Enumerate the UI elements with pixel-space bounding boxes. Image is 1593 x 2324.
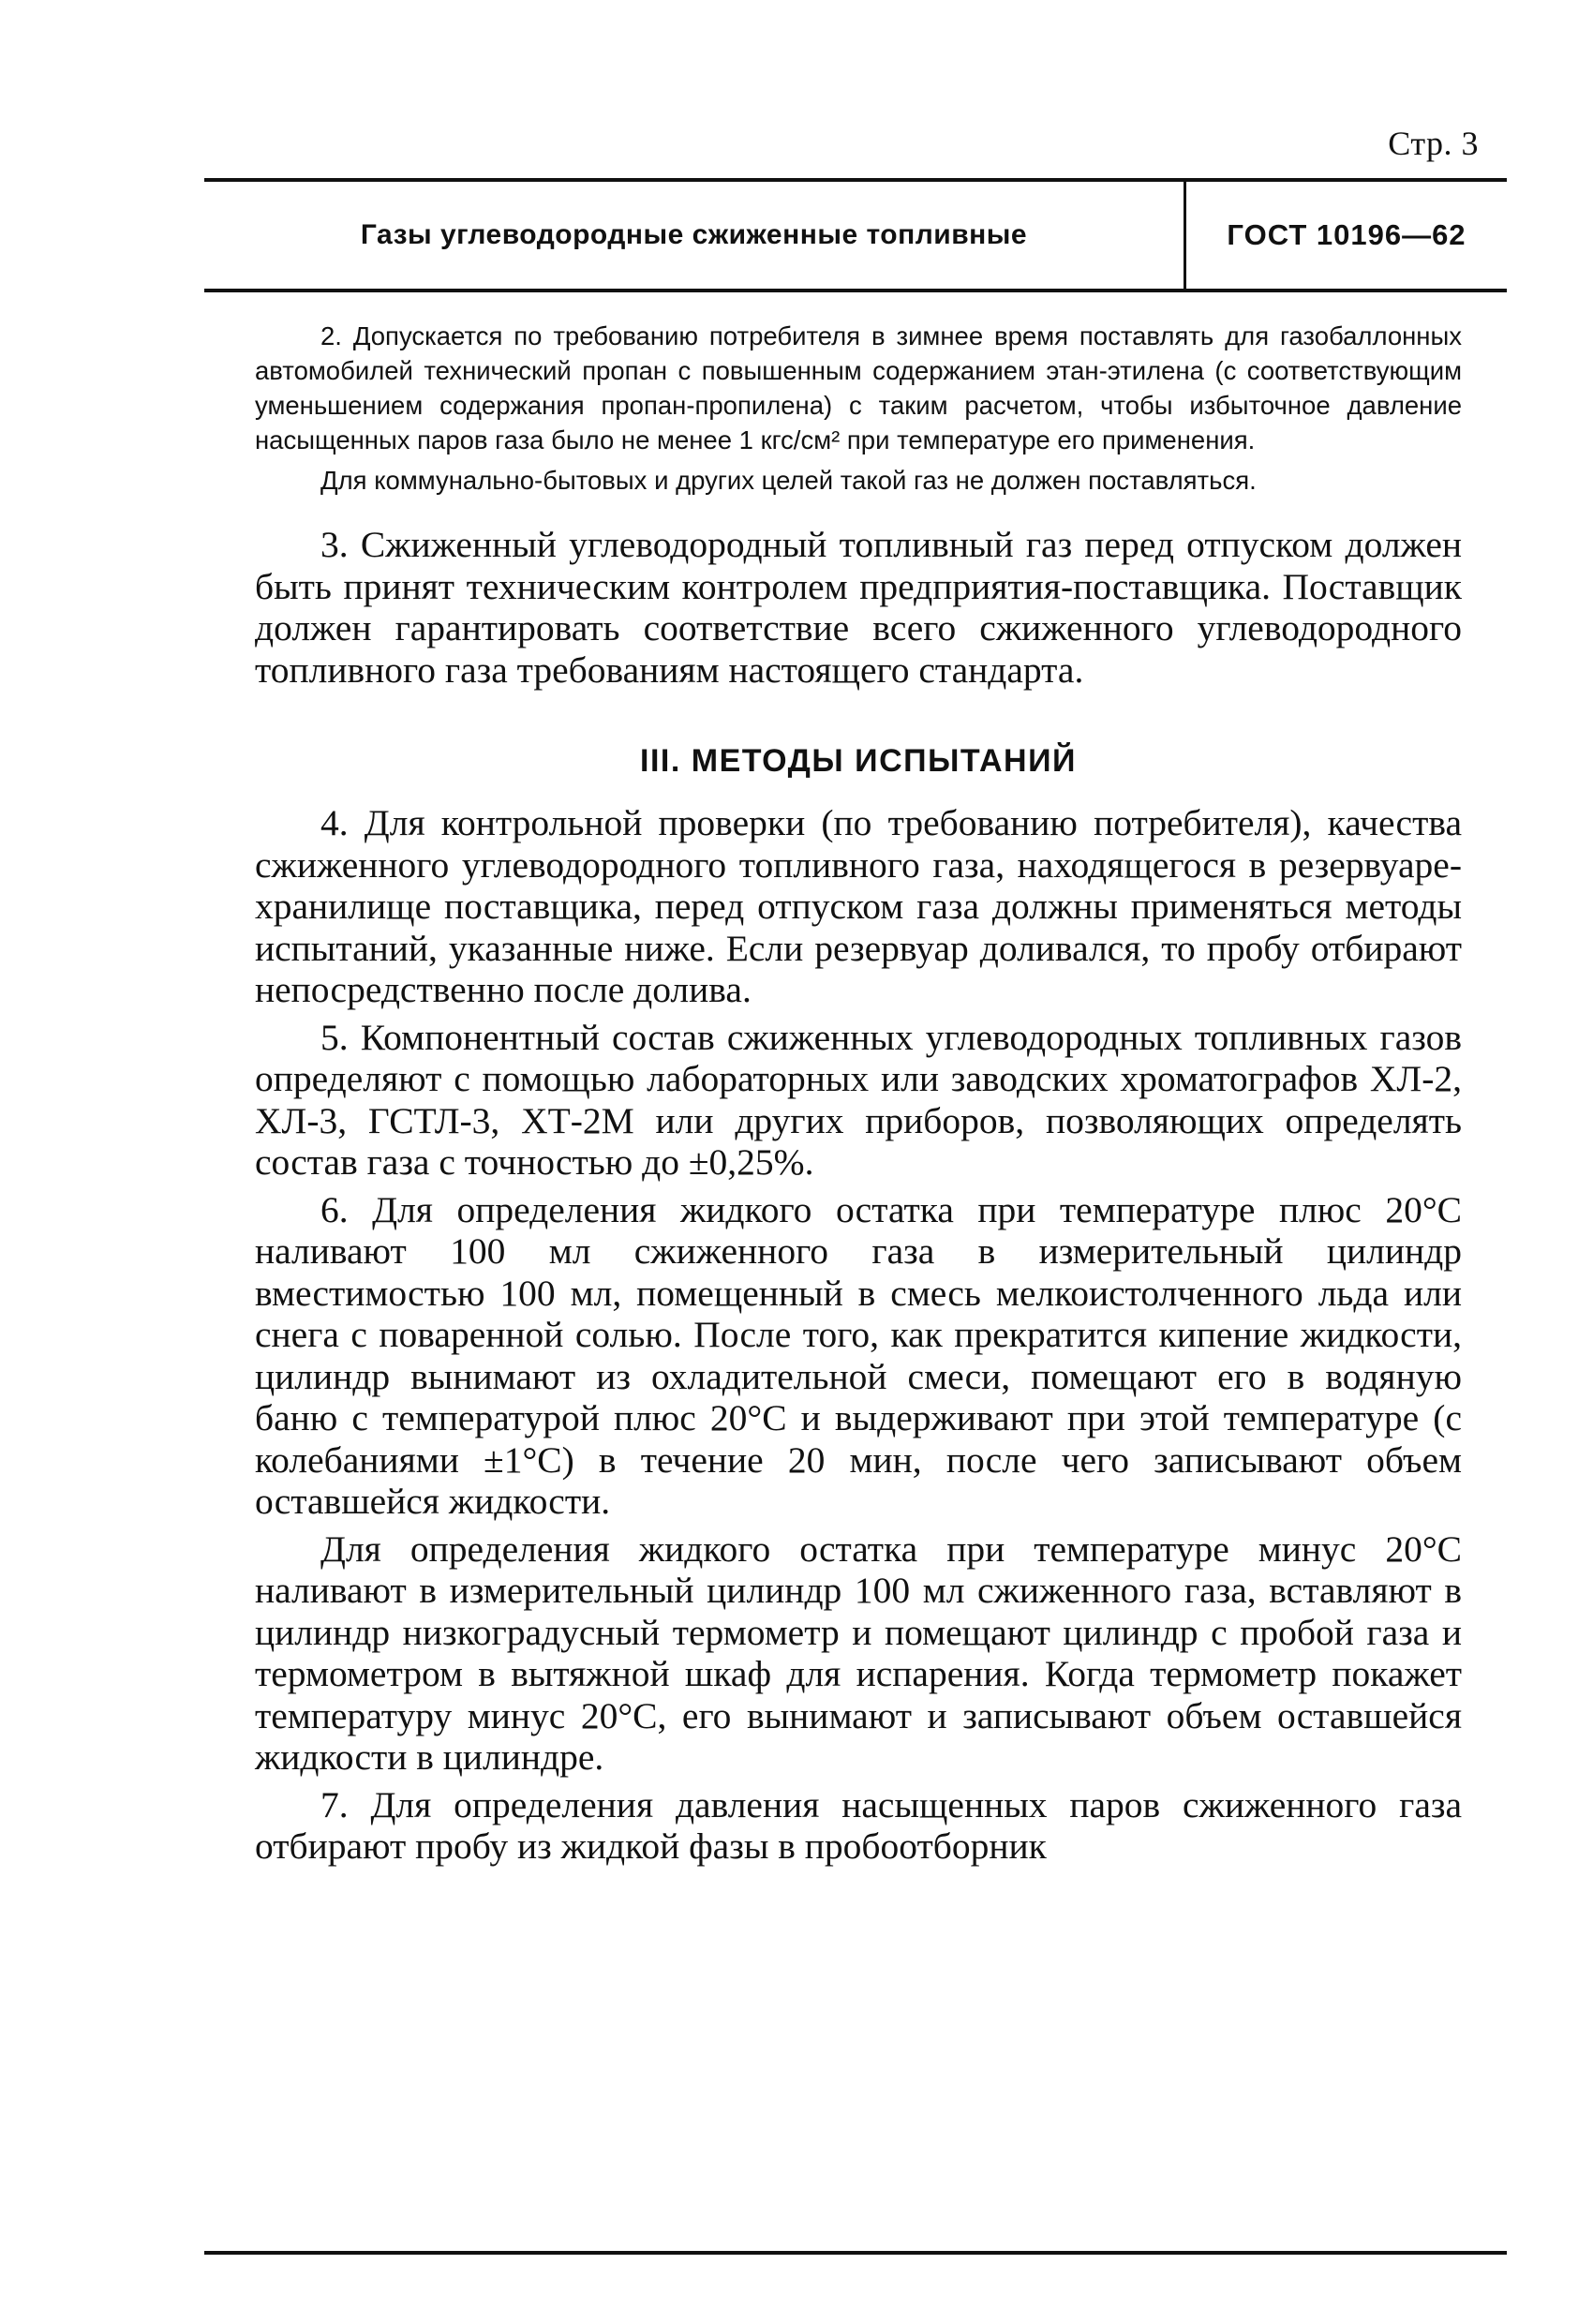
section-heading: III. МЕТОДЫ ИСПЫТАНИЙ (640, 743, 1077, 779)
page-number: Стр. 3 (1388, 125, 1479, 162)
note-paragraph: Для коммунально-бытовых и других целей такой газ не должен поставляться. (320, 466, 1257, 495)
note-paragraph: 2. Допускается по требованию потребителя в зимнее время поставлять для газобаллонных автомобилей технический пропан с повышенным содержанием этан-этилена (с соответствующим уменьшением содержания пропан-пропилена) с таким расчетом, чтобы избыточное давление насыщенных паров газа было не менее 1 кгс/см² при температуре его применения. (255, 321, 1462, 454)
clause-7: 7. Для определения давления насыщенных паров сжиженного газа отбирают пробу из жидкой фазы в пробоотборник (255, 1783, 1462, 1867)
clause-4: 4. Для контрольной проверки (по требованию потребителя), качества сжиженного углеводородного топливного газа, находящегося в резервуаре-хранилище поставщика, перед отпуском газа должны применяться методы испытаний, указанные ниже. Если резервуар доливался, то пробу отбирают непосредственно после долива. (255, 802, 1462, 1010)
clause-6-continued: Для определения жидкого остатка при температуре минус 20°С наливают в измерительный цилиндр 100 мл сжиженного газа, вставляют в цилиндр низкоградусный термометр и помещают цилиндр с пробой газа и термометром в вытяжной шкаф для испарения. Когда термометр покажет температуру минус 20°С, его вынимают и записывают объем оставшейся жидкости в цилиндре. (255, 1527, 1462, 1778)
header-title: Газы углеводородные сжиженные топливные (360, 219, 1028, 250)
page-content (255, 319, 1462, 1868)
clause-3: 3. Сжиженный углеводородный топливный газ перед отпуском должен быть принят техническим контролем предприятия-поставщика. Поставщик должен гарантировать соответствие всего сжиженного углеводородного топливного газа требованиям настоящего стандарта. (255, 524, 1462, 691)
clause-6: 6. Для определения жидкого остатка при температуре плюс 20°С наливают 100 мл сжиженного газа в измерительный цилиндр вместимостью 100 мл, помещенный в смесь мелкоистолченного льда или снега с поваренной солью. После того, как прекратится кипение жидкости, цилиндр вынимают из охладительной смеси, помещают его в водяную баню с температурой плюс 20°С и выдерживают при этой температуре (с колебаниями ±1°С) в течение 20 мин, после чего записывают объем оставшейся жидкости. (255, 1188, 1462, 1522)
clause-5: 5. Компонентный состав сжиженных углеводородных топливных газов определяют с помощью лабораторных или заводских хроматографов ХЛ-2, ХЛ-3, ГСТЛ-3, ХТ-2М или других приборов, позволяющих определять состав газа с точностью до ±0,25%. (255, 1016, 1462, 1183)
standard-number: ГОСТ 10196—62 (1227, 218, 1466, 251)
bottom-rule (204, 2251, 1507, 2255)
document-header (204, 178, 1507, 292)
